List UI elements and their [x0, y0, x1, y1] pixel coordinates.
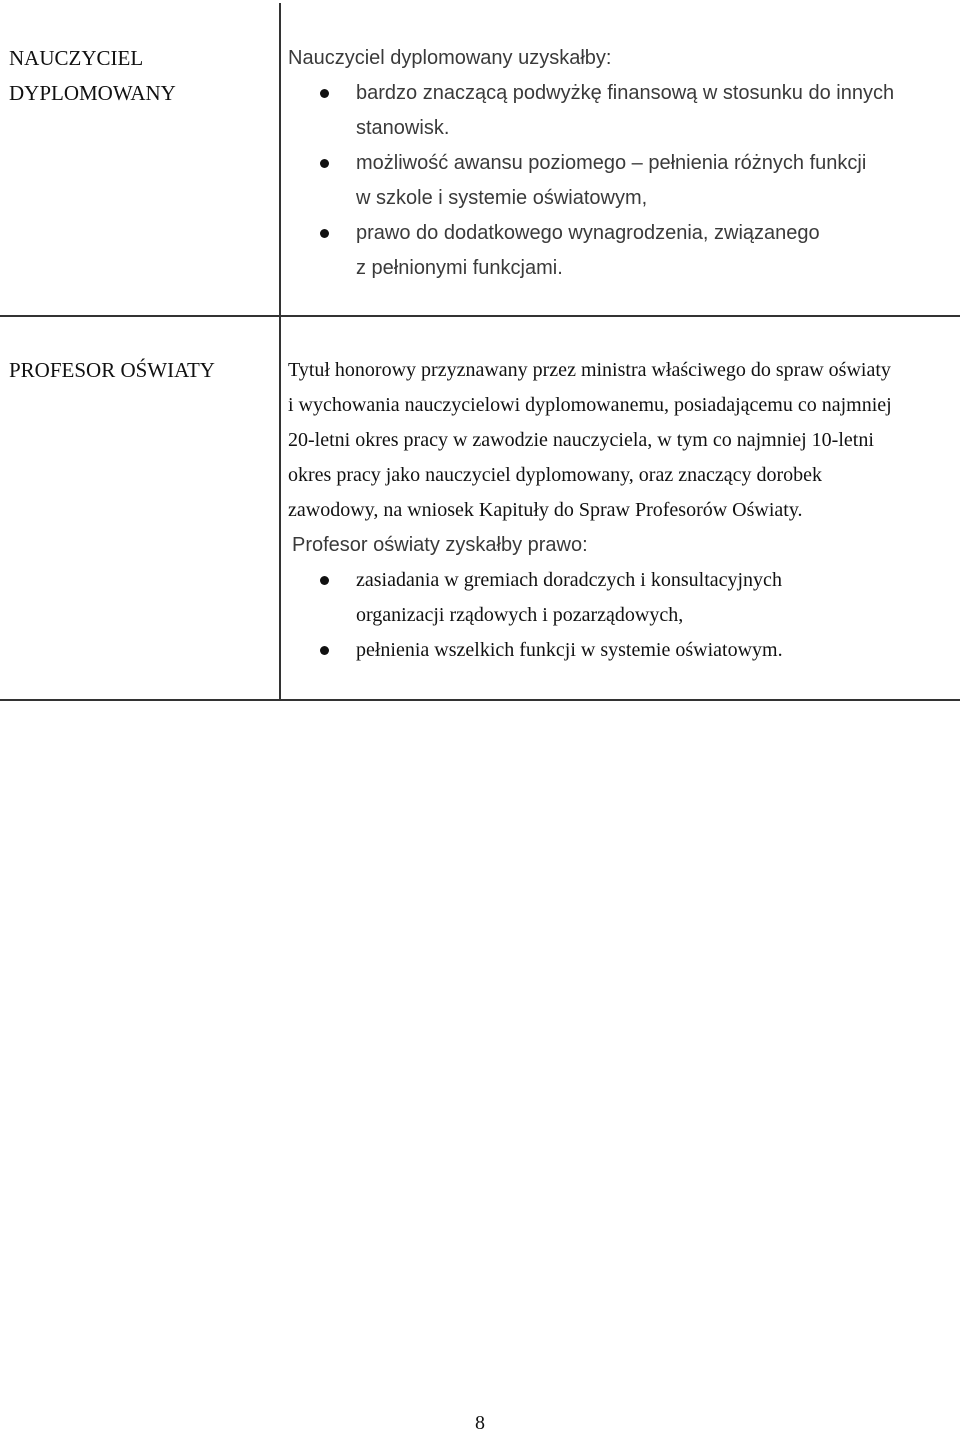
list-item — [288, 563, 956, 633]
list-item-line: bardzo znaczącą podwyżkę finansową w stosunku do innych — [356, 82, 895, 104]
document-table — [0, 0, 960, 701]
bullet-icon — [320, 576, 329, 585]
bullet-list — [288, 76, 956, 286]
list-item-line: możliwość awansu poziomego – pełnienia różnych funkcji — [356, 152, 867, 174]
list-item — [288, 633, 956, 668]
row-title-line: DYPLOMOWANY — [9, 81, 176, 105]
bullet-icon — [320, 89, 329, 98]
row-title — [9, 41, 271, 111]
bullet-icon — [320, 159, 329, 168]
list-item-line: w szkole i systemie oświatowym, — [356, 187, 648, 209]
row-title — [9, 353, 271, 388]
list-item-line: organizacji rządowych i pozarządowych, — [356, 604, 684, 626]
column-divider — [279, 317, 281, 699]
row-content — [288, 41, 956, 286]
bullet-icon — [320, 229, 329, 238]
bullet-list — [288, 563, 956, 668]
paragraph-line: Tytuł honorowy przyznawany przez ministra właściwego do spraw oświaty — [288, 359, 891, 381]
list-item-line: pełnienia wszelkich funkcji w systemie oświatowym. — [356, 639, 783, 661]
column-divider — [279, 3, 281, 315]
list-item-line: zasiadania w gremiach doradczych i konsultacyjnych — [356, 569, 782, 591]
list-item-line: stanowisk. — [356, 117, 450, 139]
list-item — [288, 216, 956, 286]
definition-paragraph — [288, 353, 956, 528]
bullet-icon — [320, 646, 329, 655]
paragraph-line: 20-letni okres pracy w zawodzie nauczyciela, w tym co najmniej 10-letni — [288, 429, 874, 451]
intro-text: Nauczyciel dyplomowany uzyskałby: — [288, 47, 612, 69]
intro-text: Profesor oświaty zyskałby prawo: — [292, 534, 588, 556]
row-title-line: NAUCZYCIEL — [9, 46, 144, 70]
paragraph-line: okres pracy jako nauczyciel dyplomowany, oraz znaczący dorobek — [288, 464, 823, 486]
table-row — [0, 317, 960, 701]
list-item — [288, 146, 956, 216]
list-item-line: z pełnionymi funkcjami. — [356, 257, 563, 279]
row-title-line: PROFESOR OŚWIATY — [9, 358, 215, 382]
list-item-line: prawo do dodatkowego wynagrodzenia, związanego — [356, 222, 820, 244]
list-item — [288, 76, 956, 146]
row-content — [288, 353, 956, 668]
page-number: 8 — [475, 1412, 485, 1434]
paragraph-line: zawodowy, na wniosek Kapituły do Spraw Profesorów Oświaty. — [288, 499, 803, 521]
paragraph-line: i wychowania nauczycielowi dyplomowanemu, posiadającemu co najmniej — [288, 394, 892, 416]
table-row — [0, 0, 960, 317]
